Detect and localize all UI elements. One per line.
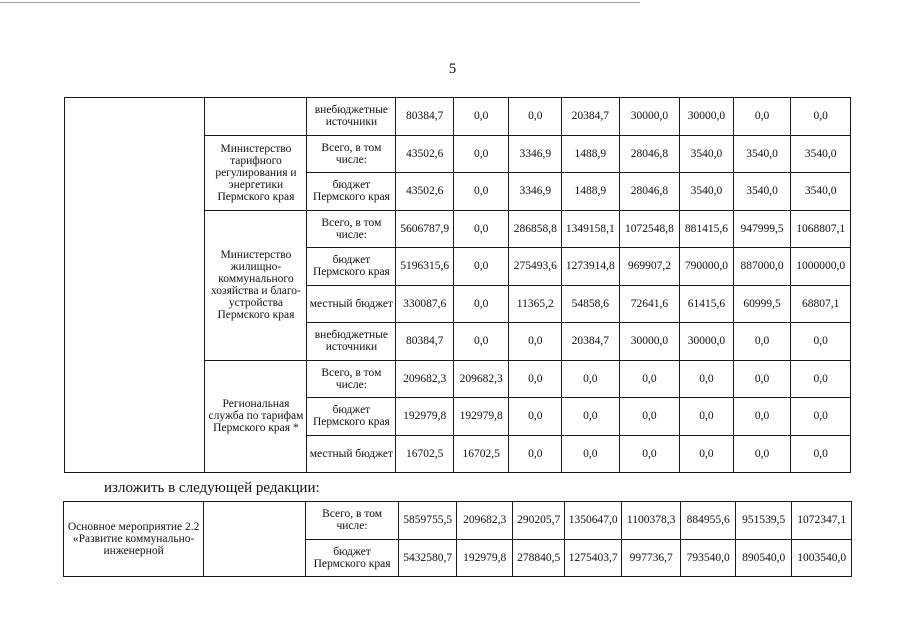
value-cell: 3540,0 [733, 135, 791, 173]
value-cell: 54858,6 [562, 285, 620, 323]
value-cell: 80384,7 [396, 323, 454, 361]
value-cell: 0,0 [680, 360, 734, 398]
funding-table-new [63, 501, 852, 577]
value-cell: 1273914,8 [562, 248, 620, 286]
value-cell: 30000,0 [680, 98, 734, 136]
value-cell: 0,0 [619, 398, 680, 436]
funding-source-cell: бюджет Пермского края [306, 539, 399, 577]
value-cell: 0,0 [619, 435, 680, 473]
value-cell: 0,0 [680, 398, 734, 436]
value-cell: 5859755,5 [398, 502, 457, 540]
value-cell: 1275403,7 [565, 539, 622, 577]
value-cell: 951539,5 [735, 502, 792, 540]
organization-cell: Министерство жилищно-коммунального хозяйства и благо-устройства Пермского края [205, 210, 307, 360]
value-cell: 20384,7 [562, 98, 620, 136]
value-cell: 209682,3 [396, 360, 454, 398]
value-cell: 0,0 [453, 98, 509, 136]
value-cell: 3540,0 [733, 173, 791, 211]
edit-instruction: изложить в следующей редакции: [104, 480, 320, 496]
value-cell: 881415,6 [680, 210, 734, 248]
value-cell: 0,0 [509, 398, 562, 436]
value-cell: 20384,7 [562, 323, 620, 361]
value-cell: 330087,6 [396, 285, 454, 323]
value-cell: 275493,6 [509, 248, 562, 286]
value-cell: 192979,8 [457, 539, 512, 577]
value-cell: 1072347,1 [792, 502, 852, 540]
value-cell: 30000,0 [619, 323, 680, 361]
value-cell: 1100378,3 [621, 502, 681, 540]
value-cell: 0,0 [509, 98, 562, 136]
value-cell: 1072548,8 [619, 210, 680, 248]
value-cell: 1488,9 [562, 135, 620, 173]
value-cell: 192979,8 [396, 398, 454, 436]
value-cell: 947999,5 [733, 210, 791, 248]
value-cell: 0,0 [453, 173, 509, 211]
value-cell: 192979,8 [453, 398, 509, 436]
scan-edge-line [0, 2, 640, 3]
value-cell: 30000,0 [680, 323, 734, 361]
value-cell: 887000,0 [733, 248, 791, 286]
value-cell: 0,0 [619, 360, 680, 398]
value-cell: 0,0 [791, 98, 851, 136]
value-cell: 969907,2 [619, 248, 680, 286]
funding-source-cell: бюджет Пермского края [307, 248, 396, 286]
value-cell: 80384,7 [396, 98, 454, 136]
value-cell: 28046,8 [619, 135, 680, 173]
value-cell: 0,0 [733, 398, 791, 436]
value-cell: 0,0 [562, 360, 620, 398]
value-cell: 3346,9 [509, 135, 562, 173]
value-cell: 30000,0 [619, 98, 680, 136]
funding-source-cell: бюджет Пермского края [307, 398, 396, 436]
description-cell: Основное мероприятие 2.2 «Развитие коммунально-инженерной [64, 502, 204, 577]
value-cell: 61415,6 [680, 285, 734, 323]
value-cell: 16702,5 [453, 435, 509, 473]
value-cell: 0,0 [733, 435, 791, 473]
organization-cell [204, 502, 306, 577]
value-cell: 0,0 [509, 360, 562, 398]
organization-cell [205, 98, 307, 136]
value-cell: 0,0 [562, 435, 620, 473]
value-cell: 5196315,6 [396, 248, 454, 286]
value-cell: 0,0 [791, 323, 851, 361]
funding-source-cell: Всего, в том числе: [307, 210, 396, 248]
value-cell: 0,0 [453, 135, 509, 173]
value-cell: 72641,6 [619, 285, 680, 323]
organization-cell: Региональная служба по тарифам Пермского края * [205, 360, 307, 473]
value-cell: 43502,6 [396, 135, 454, 173]
value-cell: 1349158,1 [562, 210, 620, 248]
funding-source-cell: местный бюджет [307, 285, 396, 323]
value-cell: 3540,0 [680, 173, 734, 211]
value-cell: 11365,2 [509, 285, 562, 323]
funding-source-cell: внебюджетные источники [307, 98, 396, 136]
table-row [65, 98, 851, 136]
funding-source-cell: бюджет Пермского края [307, 173, 396, 211]
value-cell: 28046,8 [619, 173, 680, 211]
value-cell: 0,0 [453, 323, 509, 361]
funding-table-old [64, 97, 851, 473]
value-cell: 0,0 [733, 323, 791, 361]
value-cell: 209682,3 [457, 502, 512, 540]
value-cell: 1000000,0 [791, 248, 851, 286]
funding-source-cell: местный бюджет [307, 435, 396, 473]
value-cell: 1350647,0 [565, 502, 622, 540]
value-cell: 16702,5 [396, 435, 454, 473]
funding-source-cell: Всего, в том числе: [306, 502, 399, 540]
page-number: 5 [448, 61, 457, 77]
description-cell [65, 98, 205, 473]
value-cell: 0,0 [453, 210, 509, 248]
value-cell: 278840,5 [512, 539, 564, 577]
value-cell: 5432580,7 [398, 539, 457, 577]
value-cell: 0,0 [791, 360, 851, 398]
value-cell: 890540,0 [735, 539, 792, 577]
value-cell: 5606787,9 [396, 210, 454, 248]
funding-source-cell: Всего, в том числе: [307, 135, 396, 173]
value-cell: 0,0 [680, 435, 734, 473]
value-cell: 290205,7 [512, 502, 564, 540]
value-cell: 793540,0 [681, 539, 735, 577]
value-cell: 3540,0 [791, 173, 851, 211]
table-row [64, 502, 852, 540]
value-cell: 209682,3 [453, 360, 509, 398]
value-cell: 884955,6 [681, 502, 735, 540]
funding-source-cell: внебюджетные источники [307, 323, 396, 361]
value-cell: 0,0 [509, 435, 562, 473]
value-cell: 0,0 [562, 398, 620, 436]
value-cell: 0,0 [791, 435, 851, 473]
value-cell: 3540,0 [680, 135, 734, 173]
value-cell: 68807,1 [791, 285, 851, 323]
value-cell: 0,0 [733, 360, 791, 398]
value-cell: 1003540,0 [792, 539, 852, 577]
value-cell: 3540,0 [791, 135, 851, 173]
funding-source-cell: Всего, в том числе: [307, 360, 396, 398]
value-cell: 0,0 [509, 323, 562, 361]
value-cell: 997736,7 [621, 539, 681, 577]
value-cell: 0,0 [453, 285, 509, 323]
value-cell: 0,0 [733, 98, 791, 136]
value-cell: 286858,8 [509, 210, 562, 248]
value-cell: 790000,0 [680, 248, 734, 286]
value-cell: 43502,6 [396, 173, 454, 211]
value-cell: 1068807,1 [791, 210, 851, 248]
value-cell: 60999,5 [733, 285, 791, 323]
value-cell: 3346,9 [509, 173, 562, 211]
value-cell: 1488,9 [562, 173, 620, 211]
value-cell: 0,0 [791, 398, 851, 436]
organization-cell: Министерство тарифного регулирования и энергетики Пермского края [205, 135, 307, 210]
value-cell: 0,0 [453, 248, 509, 286]
